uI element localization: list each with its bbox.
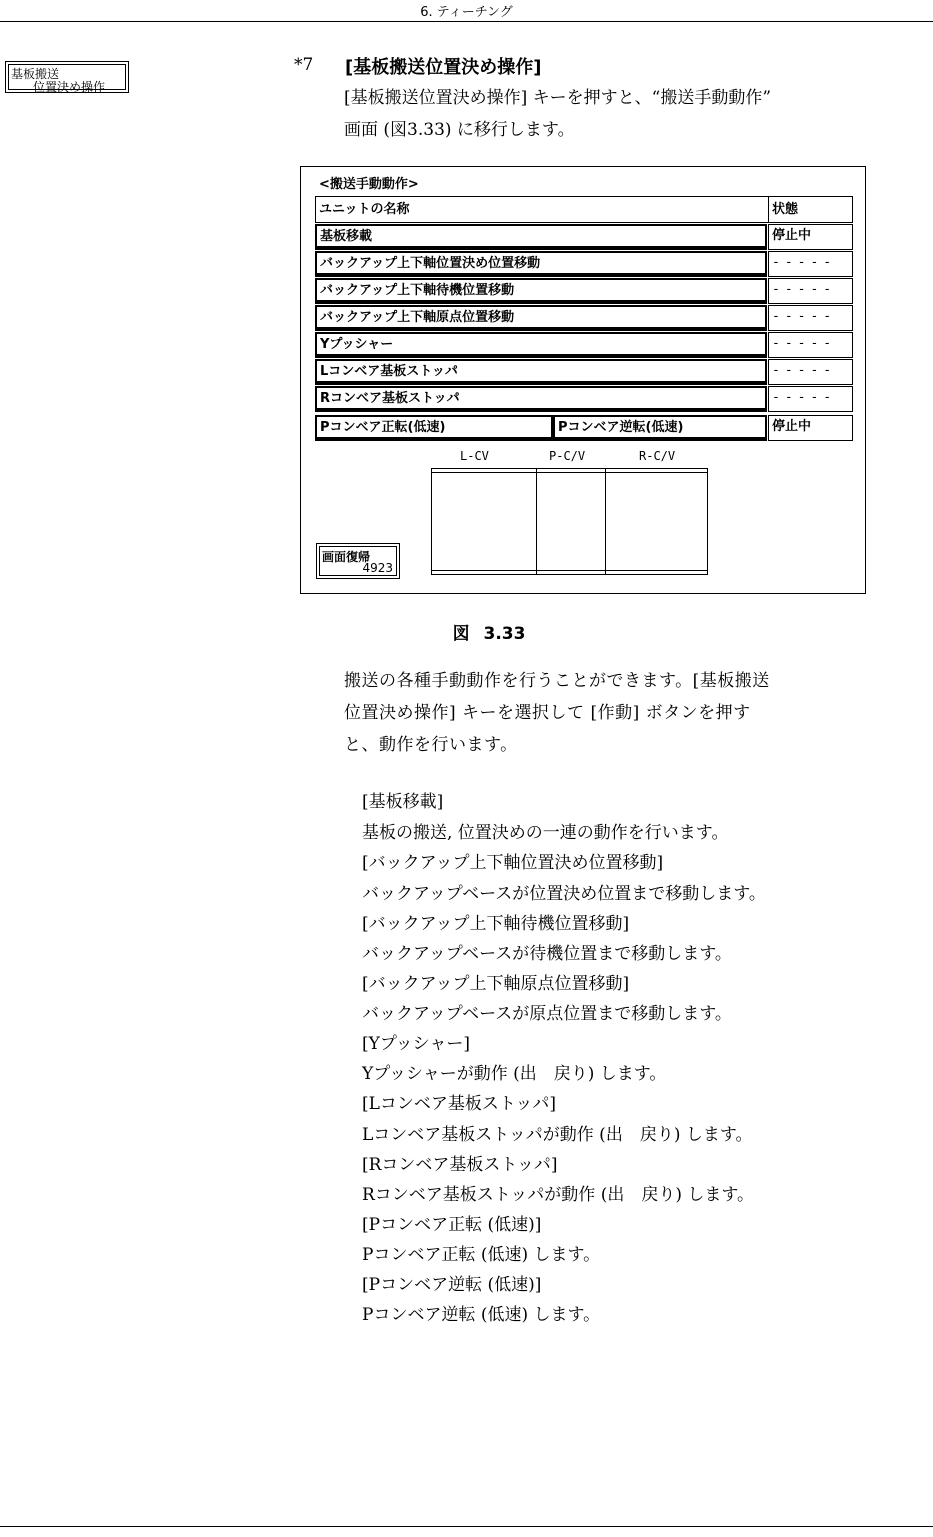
desc-item-title: [Lコンベア基板ストッパ] — [362, 1094, 557, 1114]
side-key-icon — [5, 61, 129, 93]
desc-item-text: バックアップベースが待機位置まで移動します。 — [362, 944, 732, 964]
unit-button-p-conveyor-forward[interactable]: Pコンベア正転(低速) — [315, 415, 553, 441]
intro-line: [基板搬送位置決め操作] キーを押すと、“搬送手動動作” — [344, 88, 772, 108]
restore-button-label: 画面復帰 — [322, 550, 371, 564]
unit-button-backup-standby-move[interactable]: バックアップ上下軸待機位置移動 — [315, 278, 767, 304]
figure-caption-prefix: 図 — [452, 624, 470, 644]
unit-button-substrate-transfer[interactable]: 基板移載 — [315, 224, 767, 250]
unit-button-backup-positioning-move[interactable]: バックアップ上下軸位置決め位置移動 — [315, 251, 767, 277]
unit-button-r-conveyor-stopper[interactable]: Rコンベア基板ストッパ — [315, 386, 767, 412]
desc-item-title: [バックアップ上下軸待機位置移動] — [362, 914, 630, 934]
intro-line: 画面 (図3.33) に移行します。 — [344, 120, 575, 140]
unit-status: ----- — [768, 359, 853, 385]
unit-button-backup-origin-move[interactable]: バックアップ上下軸原点位置移動 — [315, 305, 767, 331]
desc-item-text: Pコンベア逆転 (低速) します。 — [362, 1305, 601, 1325]
desc-item-title: [Pコンベア逆転 (低速)] — [362, 1275, 542, 1295]
desc-item-title: [バックアップ上下軸原点位置移動] — [362, 974, 630, 994]
unit-button-p-conveyor-reverse[interactable]: Pコンベア逆転(低速) — [553, 415, 767, 441]
conveyor-diagram — [431, 468, 708, 575]
cv-label-r: R-C/V — [639, 449, 676, 463]
desc-item-text: バックアップベースが位置決め位置まで移動します。 — [362, 884, 766, 904]
column-header-status: 状態 — [768, 196, 853, 223]
body-line: と、動作を行います。 — [344, 735, 518, 755]
desc-item-title: [Rコンベア基板ストッパ] — [362, 1155, 558, 1175]
header-rule — [0, 21, 933, 22]
body-line: 搬送の各種手動動作を行うことができます。[基板搬送 — [344, 671, 770, 691]
desc-item-text: Yプッシャーが動作 (出 戻り) します。 — [362, 1064, 667, 1084]
cv-label-p: P-C/V — [549, 449, 586, 463]
desc-item-title: [Pコンベア正転 (低速)] — [362, 1215, 542, 1235]
desc-item-title: [Yプッシャー] — [362, 1034, 470, 1054]
footer-rule — [0, 1526, 933, 1527]
unit-status: 停止中 — [768, 224, 853, 250]
restore-button-code: 4923 — [362, 561, 393, 575]
screen-title: <搬送手動動作> — [319, 177, 419, 192]
desc-item-text: バックアップベースが原点位置まで移動します。 — [362, 1004, 732, 1024]
unit-button-l-conveyor-stopper[interactable]: Lコンベア基板ストッパ — [315, 359, 767, 385]
desc-item-text: Lコンベア基板ストッパが動作 (出 戻り) します。 — [362, 1125, 753, 1145]
body-line: 位置決め操作] キーを選択して [作動] ボタンを押す — [344, 703, 751, 723]
unit-button-y-pusher[interactable]: Yプッシャー — [315, 332, 767, 358]
item-heading: [基板搬送位置決め操作] — [345, 57, 542, 78]
desc-item-text: Pコンベア正転 (低速) します。 — [362, 1245, 601, 1265]
unit-status: 停止中 — [768, 415, 853, 441]
item-number: *7 — [294, 55, 314, 75]
figure-caption-number: 3.33 — [483, 624, 526, 644]
unit-status: ----- — [768, 305, 853, 331]
transport-manual-screen — [300, 166, 866, 594]
desc-item-text: Rコンベア基板ストッパが動作 (出 戻り) します。 — [362, 1185, 755, 1205]
page-header-title: 6. ティーチング — [420, 5, 513, 20]
desc-item-title: [バックアップ上下軸位置決め位置移動] — [362, 853, 664, 873]
figure-caption — [0, 619, 933, 644]
column-header-unit-name: ユニットの名称 — [315, 196, 769, 223]
cv-label-l: L-CV — [460, 449, 489, 463]
desc-item-text: 基板の搬送, 位置決めの一連の動作を行います。 — [362, 823, 729, 843]
unit-status: ----- — [768, 386, 853, 412]
unit-status: ----- — [768, 332, 853, 358]
unit-status: ----- — [768, 278, 853, 304]
desc-item-title: [基板移載] — [362, 792, 444, 812]
screen-restore-button[interactable] — [316, 543, 400, 579]
side-key-line1: 基板搬送 — [11, 67, 60, 81]
unit-status: ----- — [768, 251, 853, 277]
side-key-line2: 位置決め操作 — [33, 80, 106, 94]
